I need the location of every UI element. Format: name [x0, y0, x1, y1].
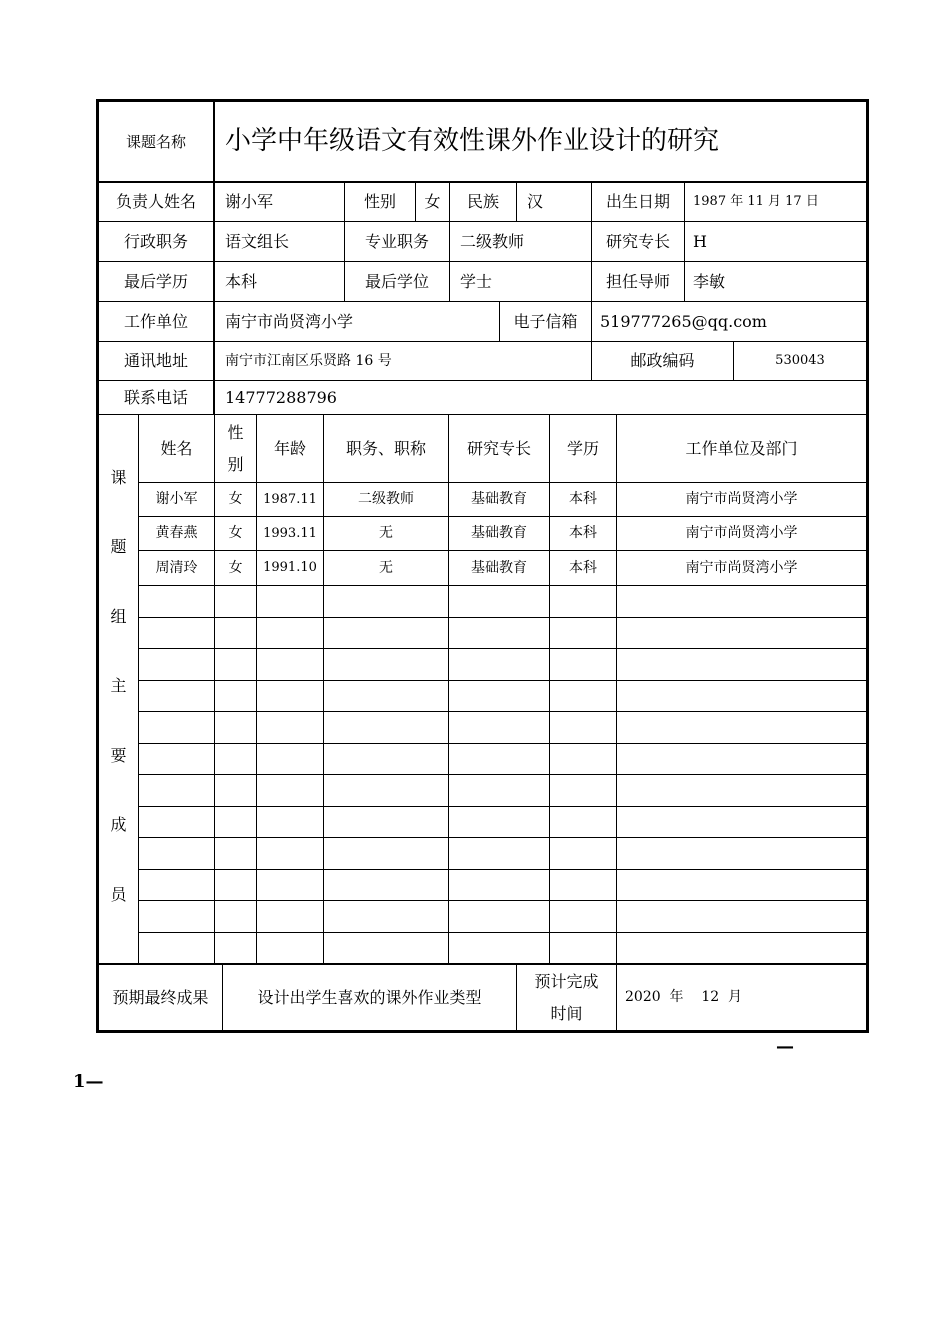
specialty-label: 研究专长 — [605, 231, 670, 251]
member-row-line — [138, 900, 869, 901]
ethnicity-label: 民族 — [466, 192, 499, 212]
members-group-char: 题 — [110, 537, 127, 557]
members-header-age: 年龄 — [273, 438, 306, 458]
degree-label: 最后学位 — [364, 271, 429, 291]
member-post: 二级教师 — [358, 491, 414, 508]
member-row-line — [138, 774, 869, 775]
mentor-value: 李敏 — [693, 271, 726, 291]
members-header-education: 学历 — [566, 438, 599, 458]
members-group-char: 要 — [110, 745, 127, 765]
members-header-gender — [215, 415, 256, 482]
member-education: 本科 — [569, 559, 597, 576]
email-label: 电子信箱 — [513, 311, 578, 331]
member-row-line — [138, 869, 869, 870]
member-name: 周清玲 — [155, 559, 198, 576]
address-label: 通讯地址 — [123, 351, 188, 371]
member-row-line — [138, 648, 869, 649]
member-gender: 女 — [228, 491, 243, 508]
member-age: 1993.11 — [263, 525, 317, 541]
member-specialty: 基础教育 — [471, 525, 527, 542]
members-header-gender-top: 性 — [227, 422, 244, 442]
member-name: 谢小军 — [155, 491, 198, 508]
topic-title: 小学中年级语文有效性课外作业设计的研究 — [225, 125, 720, 156]
members-header-specialty: 研究专长 — [466, 438, 531, 458]
member-row-line — [138, 932, 869, 933]
members-group-char: 组 — [110, 606, 127, 626]
members-group-label — [99, 468, 138, 904]
education-value: 本科 — [225, 271, 258, 291]
members-group-char: 课 — [110, 468, 127, 487]
ethnicity-value: 汉 — [527, 192, 544, 212]
members-group-char: 员 — [110, 884, 127, 904]
member-row-line — [138, 837, 869, 838]
leader-name-label: 负责人姓名 — [115, 192, 196, 212]
members-header-gender-bottom: 别 — [227, 454, 244, 474]
member-education: 本科 — [569, 491, 597, 508]
completion-label — [517, 965, 616, 1030]
member-row-line — [138, 680, 869, 681]
degree-value: 学士 — [460, 271, 493, 291]
page-number: 1— — [73, 1071, 104, 1092]
email-value: 519777265@qq.com — [600, 311, 767, 331]
birth-label: 出生日期 — [605, 192, 670, 212]
member-unit: 南宁市尚贤湾小学 — [685, 491, 798, 508]
pro-title-value: 二级教师 — [460, 231, 525, 251]
education-label: 最后学历 — [123, 271, 188, 291]
outcome-label: 预期最终成果 — [112, 987, 209, 1007]
border-right — [866, 99, 869, 1033]
specialty-value: H — [693, 231, 707, 251]
members-header-post: 职务、职称 — [345, 438, 426, 458]
workplace-label: 工作单位 — [123, 311, 188, 331]
postcode-value: 530043 — [775, 353, 825, 369]
completion-label-top: 预计完成 — [534, 971, 599, 991]
phone-label: 联系电话 — [123, 387, 188, 407]
member-row-line — [138, 806, 869, 807]
member-education: 本科 — [569, 525, 597, 542]
members-header-name: 姓名 — [160, 438, 193, 458]
member-specialty: 基础教育 — [471, 491, 527, 508]
postcode-label: 邮政编码 — [630, 351, 695, 371]
member-name: 黄春燕 — [155, 525, 198, 542]
member-unit: 南宁市尚贤湾小学 — [685, 559, 798, 576]
pro-title-label: 专业职务 — [364, 231, 429, 251]
member-specialty: 基础教育 — [471, 559, 527, 576]
member-row-line — [138, 711, 869, 712]
member-post: 无 — [379, 525, 393, 542]
birth-value: 1987 年 11 月 17 日 — [693, 194, 819, 210]
workplace-value: 南宁市尚贤湾小学 — [225, 311, 354, 331]
mentor-label: 担任导师 — [605, 271, 670, 291]
member-age: 1991.10 — [263, 560, 317, 576]
phone-value: 14777288796 — [225, 387, 337, 407]
members-group-char: 主 — [110, 676, 127, 696]
border-bottom — [96, 1030, 869, 1033]
gender-value: 女 — [424, 192, 441, 212]
admin-post-label: 行政职务 — [123, 231, 188, 251]
topic-label: 课题名称 — [125, 132, 186, 151]
member-age: 1987.11 — [263, 491, 317, 507]
leader-name-value: 谢小军 — [225, 192, 274, 212]
member-unit: 南宁市尚贤湾小学 — [685, 525, 798, 542]
address-value: 南宁市江南区乐贤路 16 号 — [225, 352, 392, 369]
completion-value: 2020 年 12 月 — [625, 989, 743, 1006]
member-gender: 女 — [228, 559, 243, 576]
member-row-line — [138, 743, 869, 744]
completion-label-bottom: 时间 — [550, 1003, 583, 1023]
admin-post-value: 语文组长 — [225, 231, 290, 251]
gender-label: 性别 — [363, 192, 396, 212]
members-group-char: 成 — [110, 815, 127, 835]
member-row-line — [138, 585, 869, 586]
member-post: 无 — [379, 559, 393, 576]
member-gender: 女 — [228, 525, 243, 542]
footer-dash: — — [776, 1036, 794, 1057]
members-header-unit: 工作单位及部门 — [685, 438, 798, 458]
outcome-value: 设计出学生喜欢的课外作业类型 — [257, 987, 482, 1007]
member-row-line — [138, 617, 869, 618]
